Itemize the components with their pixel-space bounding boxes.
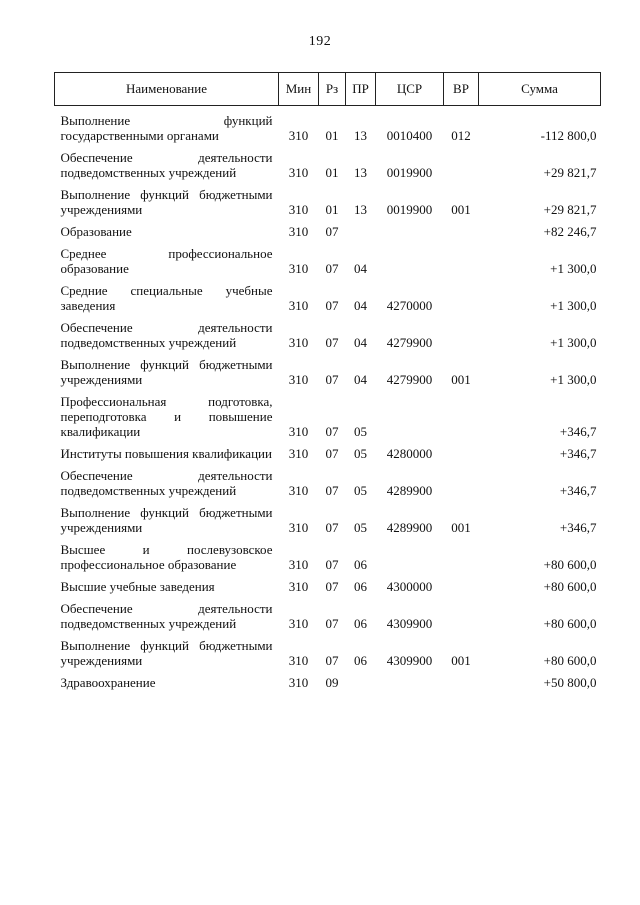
row-min: 310 [288, 224, 309, 239]
row-name: Образование [60, 224, 132, 239]
row-rz: 07 [325, 520, 339, 535]
row-rz: 07 [325, 372, 339, 387]
row-vr [444, 669, 479, 691]
row-rz: 07 [325, 335, 339, 350]
row-rz: 07 [325, 653, 339, 668]
row-name: Средние специальные учебные заведения [60, 283, 273, 313]
row-rz: 01 [325, 202, 339, 217]
row-vr [444, 144, 479, 181]
row-rz: 07 [325, 224, 339, 239]
row-sum: +346,7 [559, 424, 597, 439]
table-row [55, 669, 601, 691]
row-name: Высшее и послевузовское профессиональное образование [60, 542, 273, 572]
row-min: 310 [288, 675, 309, 690]
row-sum: -112 800,0 [540, 128, 597, 143]
row-pr: 05 [354, 446, 367, 461]
row-name: Выполнение функций бюджетными учреждениями [60, 357, 273, 387]
row-pr: 04 [354, 335, 367, 350]
row-pr: 13 [354, 128, 367, 143]
row-pr: 06 [354, 579, 367, 594]
row-min: 310 [288, 520, 309, 535]
row-rz: 07 [325, 446, 339, 461]
table-body [55, 106, 601, 692]
row-vr [444, 440, 479, 462]
row-rz: 07 [325, 557, 339, 572]
row-min: 310 [288, 128, 309, 143]
table-row [55, 440, 601, 462]
row-sum: +346,7 [559, 483, 597, 498]
table-header-row [55, 73, 601, 106]
header-sum: Сумма [479, 73, 601, 106]
row-min: 310 [288, 335, 309, 350]
row-pr [346, 669, 376, 691]
row-min: 310 [288, 261, 309, 276]
row-vr: 001 [451, 202, 471, 217]
row-name: Выполнение функций государственными органами [60, 113, 273, 143]
row-rz: 09 [325, 675, 339, 690]
row-min: 310 [288, 372, 309, 387]
row-rz: 07 [325, 298, 339, 313]
row-csr: 0019900 [386, 202, 433, 217]
row-sum: +29 821,7 [543, 202, 597, 217]
row-name: Профессиональная подготовка, переподготовка и повышение квалификации [60, 394, 273, 439]
row-min: 310 [288, 653, 309, 668]
row-vr [444, 536, 479, 573]
row-name: Выполнение функций бюджетными учреждениями [60, 505, 273, 535]
table-row [55, 595, 601, 632]
row-pr: 05 [354, 483, 367, 498]
row-name: Высшие учебные заведения [60, 579, 215, 594]
row-name: Обеспечение деятельности подведомственных учреждений [60, 150, 273, 180]
row-csr: 4279900 [386, 335, 433, 350]
table-row [55, 351, 601, 388]
page-number: 192 [308, 34, 332, 49]
header-vr: ВР [444, 73, 479, 106]
row-min: 310 [288, 424, 309, 439]
row-rz: 01 [325, 128, 339, 143]
header-rz: Рз [319, 73, 346, 106]
row-sum: +346,7 [559, 446, 597, 461]
row-vr [444, 314, 479, 351]
row-sum: +80 600,0 [543, 653, 597, 668]
row-vr: 001 [451, 653, 471, 668]
row-sum: +346,7 [559, 520, 597, 535]
row-pr: 05 [354, 520, 367, 535]
row-name: Выполнение функций бюджетными учреждениями [60, 638, 273, 668]
row-name: Среднее профессиональное образование [60, 246, 273, 276]
header-pr: ПР [346, 73, 376, 106]
row-csr [376, 536, 444, 573]
row-sum: +80 600,0 [543, 616, 597, 631]
row-min: 310 [288, 298, 309, 313]
table-row [55, 240, 601, 277]
row-sum: +80 600,0 [543, 557, 597, 572]
row-csr: 0010400 [386, 128, 433, 143]
row-sum: +1 300,0 [550, 261, 597, 276]
row-vr [444, 218, 479, 240]
header-csr: ЦСР [376, 73, 444, 106]
row-rz: 07 [325, 579, 339, 594]
row-name: Институты повышения квалификации [60, 446, 272, 461]
table-row [55, 632, 601, 669]
table-row [55, 573, 601, 595]
row-csr: 4309900 [386, 616, 433, 631]
row-csr [376, 669, 444, 691]
row-pr: 05 [354, 424, 367, 439]
row-min: 310 [288, 557, 309, 572]
row-csr: 4289900 [386, 520, 433, 535]
row-vr [444, 277, 479, 314]
table-row [55, 388, 601, 440]
table-row [55, 314, 601, 351]
row-csr [376, 388, 444, 440]
row-name: Выполнение функций бюджетными учреждениями [60, 187, 273, 217]
row-pr: 06 [354, 557, 367, 572]
row-min: 310 [288, 483, 309, 498]
row-min: 310 [288, 202, 309, 217]
row-pr [346, 218, 376, 240]
row-vr [444, 595, 479, 632]
row-sum: +80 600,0 [543, 579, 597, 594]
row-pr: 04 [354, 298, 367, 313]
row-csr [376, 240, 444, 277]
table-row [55, 462, 601, 499]
table-row [55, 144, 601, 181]
table-row [55, 499, 601, 536]
row-sum: +1 300,0 [550, 372, 597, 387]
row-pr: 06 [354, 616, 367, 631]
row-sum: +1 300,0 [550, 335, 597, 350]
budget-table [54, 72, 601, 691]
row-vr: 001 [451, 520, 471, 535]
row-pr: 13 [354, 165, 367, 180]
row-csr: 4279900 [386, 372, 433, 387]
row-sum: +50 800,0 [543, 675, 597, 690]
header-min: Мин [279, 73, 319, 106]
row-pr: 13 [354, 202, 367, 217]
row-min: 310 [288, 165, 309, 180]
row-vr: 001 [451, 372, 471, 387]
table-row [55, 181, 601, 218]
row-vr [444, 388, 479, 440]
row-rz: 01 [325, 165, 339, 180]
row-rz: 07 [325, 616, 339, 631]
row-csr: 4289900 [386, 483, 433, 498]
row-sum: +82 246,7 [543, 224, 597, 239]
row-csr: 4300000 [386, 579, 433, 594]
row-name: Обеспечение деятельности подведомственных учреждений [60, 468, 273, 498]
row-pr: 06 [354, 653, 367, 668]
row-name: Здравоохранение [60, 675, 156, 690]
row-rz: 07 [325, 424, 339, 439]
row-min: 310 [288, 579, 309, 594]
table-row [55, 106, 601, 145]
row-vr [444, 573, 479, 595]
row-name: Обеспечение деятельности подведомственных учреждений [60, 601, 273, 631]
row-vr [444, 240, 479, 277]
row-rz: 07 [325, 483, 339, 498]
row-csr: 4309900 [386, 653, 433, 668]
row-vr [444, 462, 479, 499]
row-sum: +1 300,0 [550, 298, 597, 313]
table-row [55, 536, 601, 573]
table-row [55, 277, 601, 314]
row-pr: 04 [354, 372, 367, 387]
row-csr: 0019900 [386, 165, 433, 180]
row-pr: 04 [354, 261, 367, 276]
row-vr: 012 [451, 128, 471, 143]
row-csr: 4270000 [386, 298, 433, 313]
table-row [55, 218, 601, 240]
header-name: Наименование [55, 73, 279, 106]
row-sum: +29 821,7 [543, 165, 597, 180]
row-min: 310 [288, 446, 309, 461]
row-csr: 4280000 [386, 446, 433, 461]
row-rz: 07 [325, 261, 339, 276]
row-min: 310 [288, 616, 309, 631]
row-csr [376, 218, 444, 240]
row-name: Обеспечение деятельности подведомственных учреждений [60, 320, 273, 350]
